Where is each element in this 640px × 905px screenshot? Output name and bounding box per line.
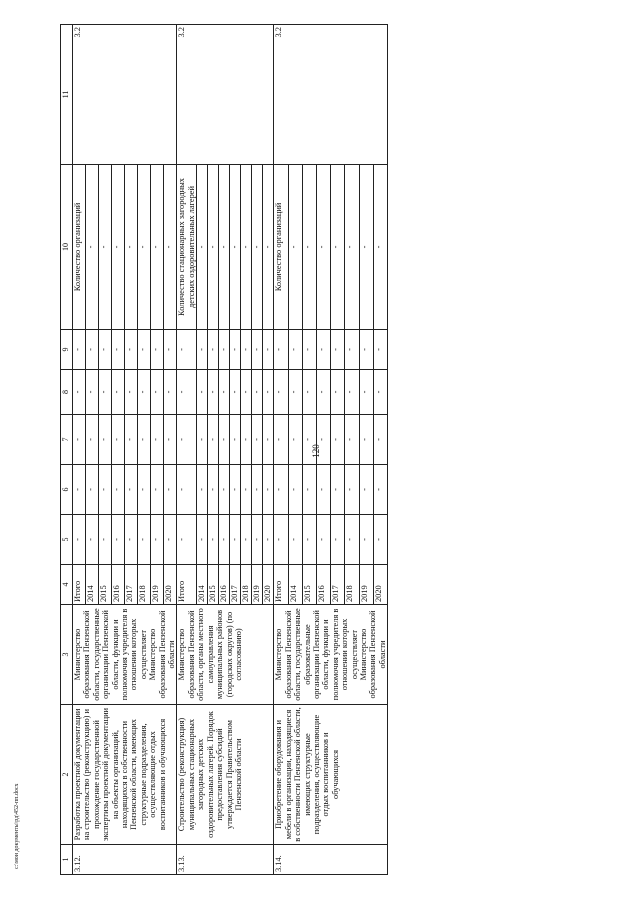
program-table [60,24,388,875]
value-cell: - [99,515,112,565]
item-number: 3.12. [73,845,177,875]
value-cell: - [230,370,241,415]
value-cell: - [86,515,99,565]
year-cell: 2020 [373,565,387,605]
value-cell: - [263,415,274,465]
item-number: 3.13. [177,845,274,875]
year-cell: 2016 [112,565,125,605]
value-cell: - [359,415,373,465]
col-header: 4 [61,565,73,605]
value-cell: - [164,415,177,465]
value-cell: - [230,515,241,565]
item-description: Строительство (реконструкция) муниципальных стационарных загородных детских оздоровительных лагерей. Порядок предоставления субсидий утверждается Правительством Пензенской области [177,705,274,845]
value-cell: - [263,515,274,565]
value-cell: - [359,515,373,565]
value-cell: - [331,330,345,370]
indicator-cell: - [252,165,263,330]
value-cell: - [331,370,345,415]
value-cell: - [73,465,86,515]
value-cell: - [86,415,99,465]
value-cell: - [302,415,316,465]
indicator-cell: - [345,165,359,330]
year-cell: 2017 [230,565,241,605]
value-cell: - [230,330,241,370]
col-header: 6 [61,465,73,515]
value-cell: - [112,330,125,370]
col-header: 11 [61,25,73,165]
value-cell: - [99,415,112,465]
value-cell: - [177,465,197,515]
value-cell: - [288,415,302,465]
year-cell: 2020 [263,565,274,605]
value-cell: - [219,330,230,370]
indicator-cell: - [99,165,112,330]
year-cell: 2019 [359,565,373,605]
col-header: 1 [61,845,73,875]
item-description: Приобретение оборудования и мебели в организации, находящиеся в собственности Пензенской области, имеющих структурные подразделения, осуществляющие отдых воспитанников и обучающихся [274,705,388,845]
value-cell: - [219,415,230,465]
value-cell: - [288,515,302,565]
value-cell: - [125,465,138,515]
item-executor: Министерство образования Пензенской области, государственные образовательные организации Пензенской области, функции и полномочия учредителя в отношении которых осуществляет Министерство образования Пензенской области [274,605,388,705]
value-cell: - [151,515,164,565]
item-executor: Министерство образования Пензенской области, государственные организации Пензенской области, функции и полномочия учредителя в отношении которых осуществляет Министерство образования Пензенской области [73,605,177,705]
col-header: 2 [61,705,73,845]
value-cell: - [345,465,359,515]
value-cell: - [197,415,208,465]
value-cell: - [331,415,345,465]
value-cell: - [359,330,373,370]
col-header: 8 [61,370,73,415]
indicator-cell: - [138,165,151,330]
value-cell: - [219,515,230,565]
year-cell: Итого [177,565,197,605]
value-cell: - [252,515,263,565]
value-cell: - [359,370,373,415]
value-cell: - [373,515,387,565]
value-cell: - [252,465,263,515]
value-cell: - [208,415,219,465]
value-cell: - [125,515,138,565]
value-cell: - [177,415,197,465]
value-cell: - [138,465,151,515]
value-cell: - [151,330,164,370]
year-cell: 2019 [151,565,164,605]
value-cell: - [208,370,219,415]
col-header: 10 [61,165,73,330]
value-cell: - [73,415,86,465]
year-cell: 2015 [302,565,316,605]
year-cell: Итого [274,565,288,605]
file-path-footer: c:\мои документы\рд\452-пп.docx [14,783,20,869]
value-cell: - [208,330,219,370]
year-cell: 2014 [197,565,208,605]
indicator-cell: Количество стационарных загородных детских оздоровительных лагерей [177,165,197,330]
value-cell: - [125,330,138,370]
value-cell: - [241,415,252,465]
value-cell: - [373,465,387,515]
value-cell: - [99,370,112,415]
value-cell: - [112,465,125,515]
value-cell: - [316,370,330,415]
value-cell: - [274,465,288,515]
year-cell: 2017 [331,565,345,605]
indicator-cell: - [125,165,138,330]
item-number: 3.14. [274,845,388,875]
value-cell: - [252,415,263,465]
value-cell: - [316,415,330,465]
value-cell: - [197,370,208,415]
indicator-code: 3.2 [274,25,388,165]
value-cell: - [252,330,263,370]
value-cell: - [373,415,387,465]
value-cell: - [316,465,330,515]
value-cell: - [288,370,302,415]
value-cell: - [241,370,252,415]
indicator-cell: Количество организаций [73,165,86,330]
value-cell: - [125,415,138,465]
year-cell: 2014 [288,565,302,605]
value-cell: - [241,515,252,565]
value-cell: - [208,465,219,515]
value-cell: - [138,415,151,465]
value-cell: - [219,465,230,515]
indicator-cell: - [302,165,316,330]
value-cell: - [86,370,99,415]
indicator-cell: Количество организаций [274,165,288,330]
year-cell: Итого [73,565,86,605]
indicator-cell: - [164,165,177,330]
value-cell: - [164,465,177,515]
indicator-cell: - [373,165,387,330]
table-body [61,25,388,875]
year-cell: 2018 [241,565,252,605]
value-cell: - [274,415,288,465]
value-cell: - [331,515,345,565]
table-row [73,25,86,875]
value-cell: - [86,330,99,370]
value-cell: - [274,330,288,370]
value-cell: - [125,370,138,415]
item-description: Разработка проектной документации на строительство (реконструкцию) и прохождение государственной экспертизы проектной документации на объекты организаций, находящихся в собственности Пензенской области, имеющих структурные подразделения, осуществляющие отдых воспитанников и обучающихся [73,705,177,845]
year-cell: 2019 [252,565,263,605]
indicator-cell: - [208,165,219,330]
value-cell: - [99,465,112,515]
year-cell: 2018 [345,565,359,605]
value-cell: - [230,465,241,515]
value-cell: - [288,330,302,370]
value-cell: - [263,370,274,415]
table-row [274,25,288,875]
value-cell: - [373,370,387,415]
value-cell: - [316,515,330,565]
col-header: 7 [61,415,73,465]
indicator-cell: - [230,165,241,330]
indicator-code: 3.2 [73,25,177,165]
value-cell: - [345,370,359,415]
value-cell: - [177,330,197,370]
value-cell: - [164,515,177,565]
value-cell: - [230,415,241,465]
value-cell: - [197,330,208,370]
indicator-code: 3.2 [177,25,274,165]
indicator-cell: - [197,165,208,330]
year-cell: 2016 [316,565,330,605]
value-cell: - [373,330,387,370]
value-cell: - [345,515,359,565]
year-cell: 2017 [125,565,138,605]
table-row [177,25,197,875]
indicator-cell: - [263,165,274,330]
year-cell: 2018 [138,565,151,605]
header-row [61,25,73,875]
value-cell: - [99,330,112,370]
value-cell: - [197,465,208,515]
value-cell: - [241,330,252,370]
indicator-cell: - [112,165,125,330]
value-cell: - [302,465,316,515]
value-cell: - [331,465,345,515]
year-cell: 2014 [86,565,99,605]
indicator-cell: - [288,165,302,330]
value-cell: - [197,515,208,565]
value-cell: - [138,515,151,565]
value-cell: - [177,515,197,565]
year-cell: 2015 [208,565,219,605]
item-executor: Министерство образования Пензенской области, органы местного самоуправления муниципальных районов (городских округов) (по согласованию) [177,605,274,705]
value-cell: - [151,370,164,415]
value-cell: - [177,370,197,415]
value-cell: - [73,515,86,565]
value-cell: - [274,515,288,565]
value-cell: - [263,330,274,370]
rotated-table-container [60,25,588,875]
value-cell: - [164,370,177,415]
value-cell: - [219,370,230,415]
indicator-cell: - [331,165,345,330]
value-cell: - [359,465,373,515]
value-cell: - [252,370,263,415]
value-cell: - [164,330,177,370]
value-cell: - [263,465,274,515]
value-cell: - [345,415,359,465]
value-cell: - [208,515,219,565]
value-cell: - [302,515,316,565]
value-cell: - [274,370,288,415]
value-cell: - [302,370,316,415]
indicator-cell: - [316,165,330,330]
value-cell: - [345,330,359,370]
col-header: 5 [61,515,73,565]
value-cell: - [241,465,252,515]
year-cell: 2020 [164,565,177,605]
year-cell: 2016 [219,565,230,605]
value-cell: - [138,330,151,370]
value-cell: - [86,465,99,515]
col-header: 9 [61,330,73,370]
value-cell: - [302,330,316,370]
indicator-cell: - [86,165,99,330]
col-header: 3 [61,605,73,705]
page-number: 120 [311,444,321,458]
value-cell: - [151,465,164,515]
value-cell: - [112,415,125,465]
value-cell: - [112,515,125,565]
value-cell: - [316,330,330,370]
indicator-cell: - [219,165,230,330]
value-cell: - [73,370,86,415]
indicator-cell: - [241,165,252,330]
year-cell: 2015 [99,565,112,605]
value-cell: - [73,330,86,370]
value-cell: - [151,415,164,465]
value-cell: - [112,370,125,415]
value-cell: - [288,465,302,515]
value-cell: - [138,370,151,415]
indicator-cell: - [359,165,373,330]
indicator-cell: - [151,165,164,330]
